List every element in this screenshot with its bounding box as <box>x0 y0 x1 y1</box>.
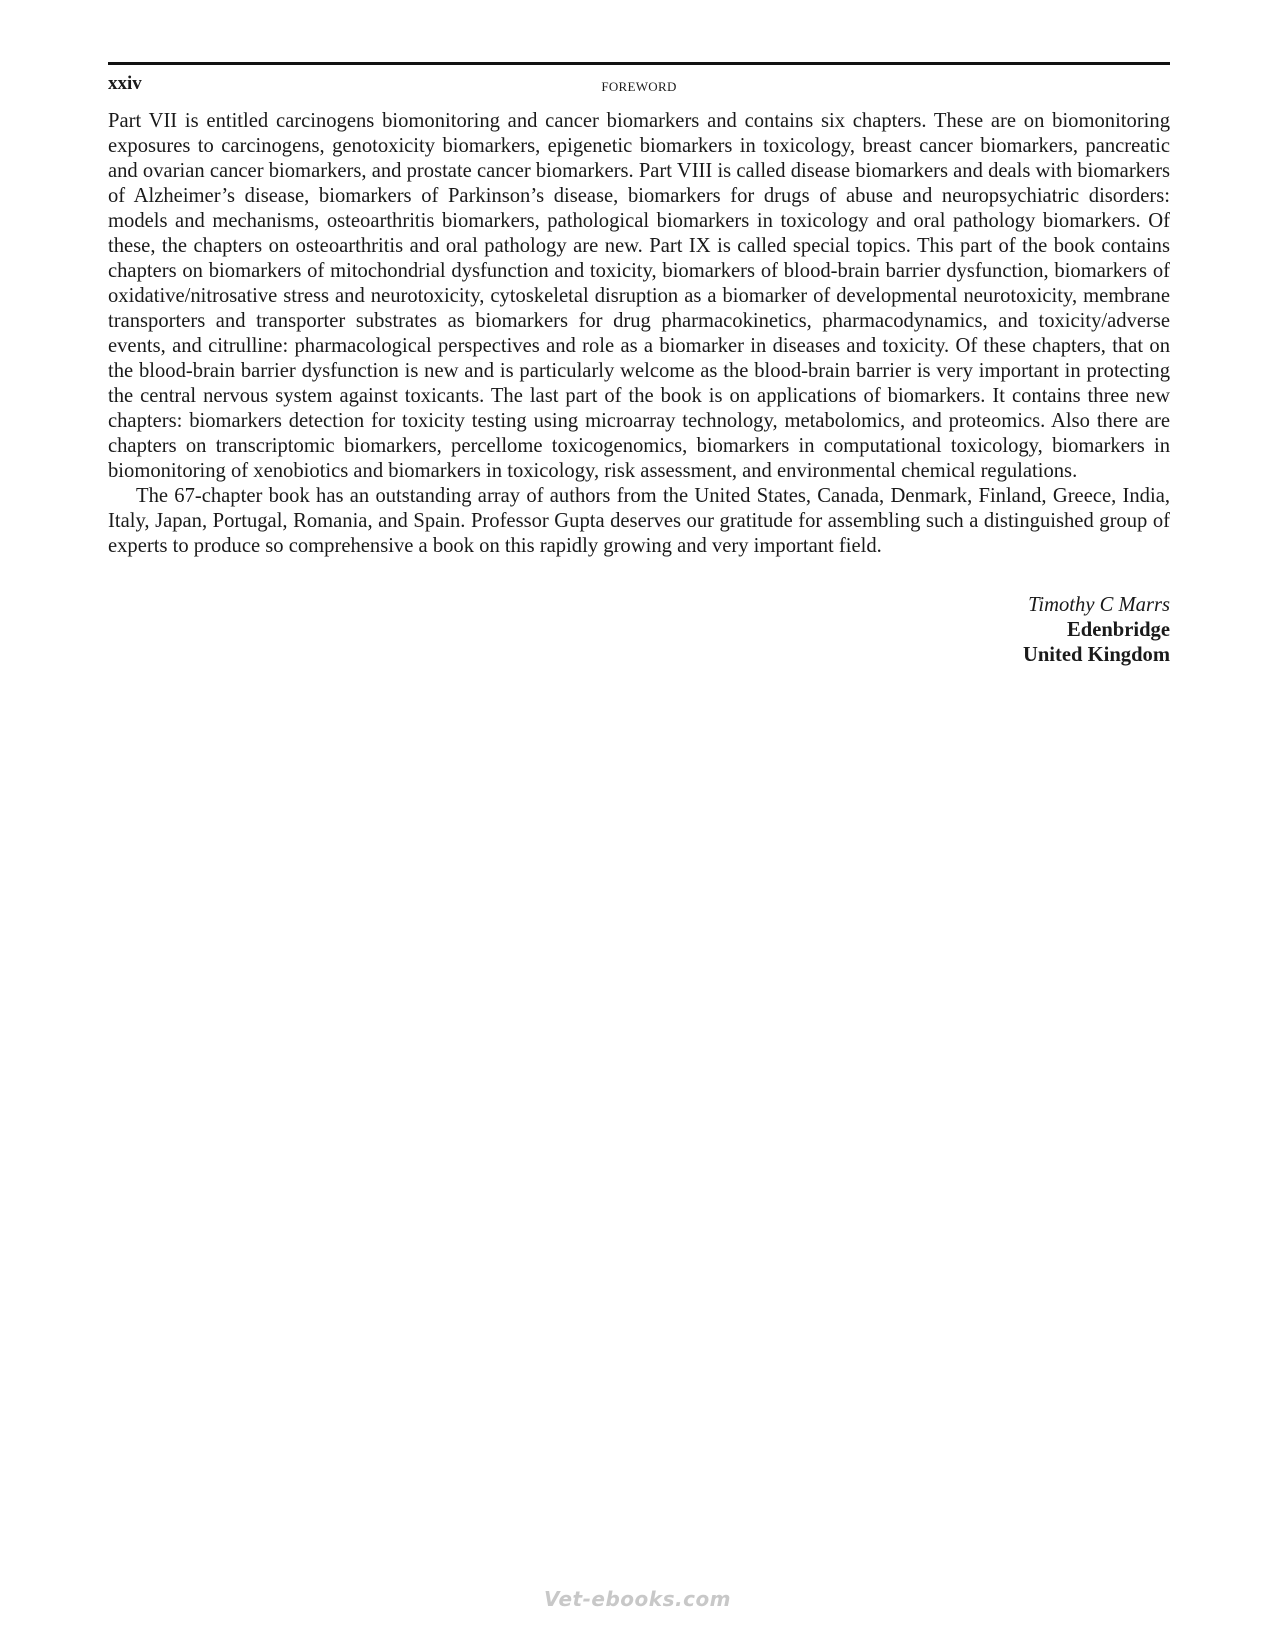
watermark: Vet-ebooks.com <box>543 1587 732 1611</box>
page-number: xxiv <box>108 73 142 94</box>
paragraph-authors: The 67-chapter book has an outstanding array of authors from the United States, Canada, Denmark, Finland, Greece, India, Italy, Japan, Portugal, Romania, and Spain. Professor Gupta deserves our gratitude for assembling such a distinguished group of experts to produce so comprehensive a book on this rapidly growing and very important field. <box>108 485 1170 557</box>
running-head <box>108 69 1170 99</box>
signature-block <box>108 593 1170 668</box>
paragraph-parts-overview: Part VII is entitled carcinogens biomonitoring and cancer biomarkers and contains six chapters. These are on biomonitoring exposures to carcinogens, genotoxicity biomarkers, epigenetic biomarkers in toxicology, breast cancer biomarkers, pancreatic and ovarian cancer biomarkers, and prostate cancer biomarkers. Part VIII is called disease biomarkers and deals with biomarkers of Alzheimer’s disease, biomarkers of Parkinson’s disease, biomarkers for drugs of abuse and neuropsychiatric disorders: models and mechanisms, osteoarthritis biomarkers, pathological biomarkers in toxicology and oral pathology biomarkers. Of these, the chapters on osteoarthritis and oral pathology are new. Part IX is called special topics. This part of the book contains chapters on biomarkers of mitochondrial dysfunction and toxicity, biomarkers of blood-brain barrier dysfunction, biomarkers of oxidative/​nitrosative stress and neurotoxicity, cytoskeletal disruption as a biomarker of developmental neurotoxicity, membrane transporters and transporter substrates as biomarkers for drug pharmacokinetics, pharmacodynamics, and toxicity/adverse events, and citrulline: pharmacological perspectives and role as a biomarker in diseases and toxicity. Of these chapters, that on the blood-brain barrier dysfunction is new and is particularly welcome as the blood-brain barrier is very important in protecting the central nervous system against toxicants. The last part of the book is on applications of biomarkers. It contains three new chapters: biomarkers detection for toxicity testing using microarray technology, metabolomics, and proteomics. Also there are chapters on transcriptomic biomarkers, percellome toxicogenomics, biomarkers in computational toxicology, biomarkers in biomonitoring of xenobiotics and biomarkers in toxicology, risk assessment, and environmental chemical regulations. <box>108 110 1170 482</box>
signature-country: United Kingdom <box>1022 644 1170 666</box>
header-rule <box>108 62 1170 65</box>
page <box>108 62 1170 668</box>
foreword-body <box>108 109 1170 559</box>
signature-name: Timothy C Marrs <box>1028 594 1170 616</box>
section-title: FOREWORD <box>601 79 677 94</box>
signature-city: Edenbridge <box>1067 619 1170 641</box>
